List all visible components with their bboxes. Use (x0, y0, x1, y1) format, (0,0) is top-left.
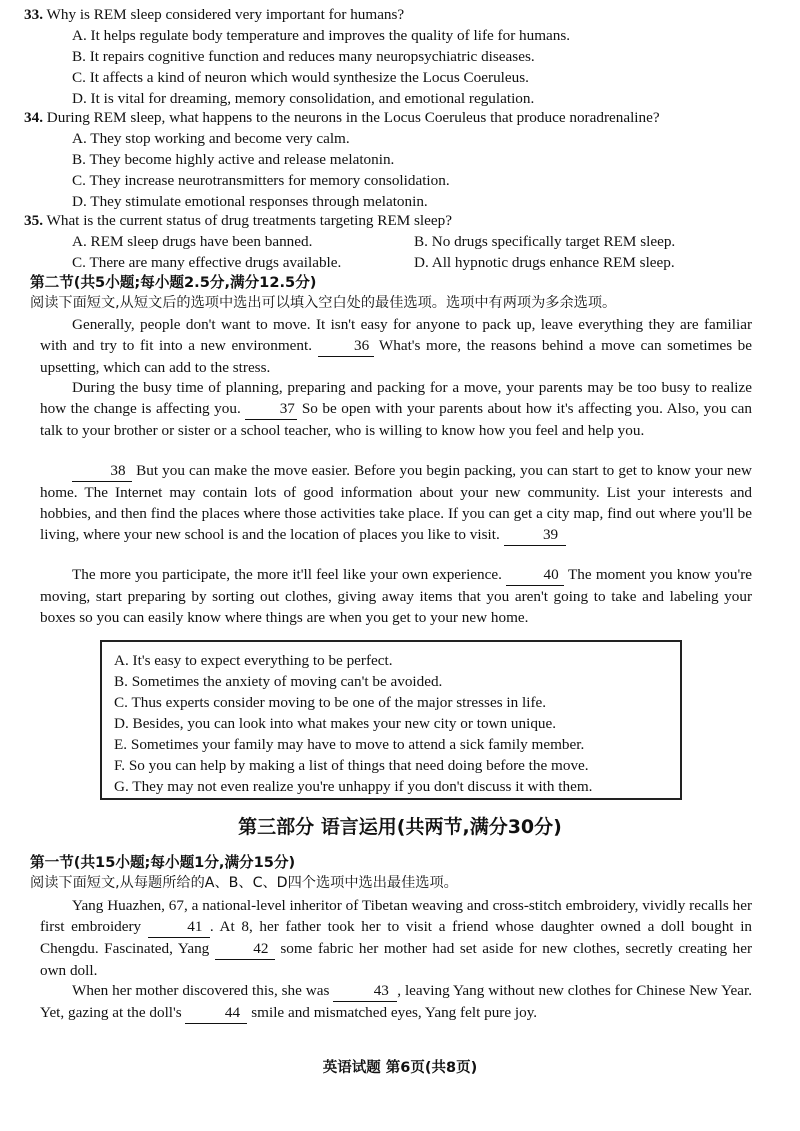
section-heading: 第一节(共15小题;每小题1分,满分15分) (30, 854, 296, 871)
question-number: 34. (24, 109, 43, 126)
option-a: A. REM sleep drugs have been banned. (72, 233, 313, 250)
passage-paragraph-1 (40, 314, 752, 378)
question-stem (24, 210, 784, 231)
blank-42[interactable]: 42 (215, 938, 275, 960)
choice-b: B. Sometimes the anxiety of moving can't be avoided. (114, 673, 443, 690)
question-34 (24, 107, 784, 212)
section-instruction: 阅读下面短文,从每题所给的A、B、C、D四个选项中选出最佳选项。 (30, 875, 458, 891)
blank-38[interactable]: 38 (72, 460, 132, 482)
text-line: some fabric her mother had set aside for (280, 940, 537, 957)
blank-36[interactable]: 36 (318, 335, 374, 357)
blank-39[interactable]: 39 (504, 524, 566, 546)
passage-paragraph-3 (40, 460, 752, 546)
text-line: take and labeling your boxes so you can easily know where things are when you get to your new home. (40, 588, 753, 626)
blank-41[interactable]: 41 (148, 916, 210, 938)
blank-44[interactable]: 44 (185, 1002, 247, 1024)
question-number: 33. (24, 6, 43, 23)
passage-paragraph-2 (40, 377, 752, 441)
text-line: The moment you (568, 566, 673, 583)
text-line: The more you participate, the more it'll feel like your own experience. (72, 566, 502, 583)
text-line: Yang Huazhen, 67, a national-level inheritor of Tibetan weaving and cross-stitch embroidery, (72, 897, 639, 914)
text-line: When her mother discovered this, she was (72, 982, 330, 999)
choice-a: A. It's easy to expect everything to be perfect. (114, 652, 393, 669)
text-line: So be open with your parents about how it's (301, 400, 574, 417)
choice-e: E. Sometimes your family may have to move to attend a sick family member. (114, 736, 585, 753)
question-text: During REM sleep, what happens to the neurons in the Locus Coeruleus that produce noradrenaline? (46, 109, 660, 126)
section-instruction: 阅读下面短文,从短文后的选项中选出可以填入空白处的最佳选项。选项中有两项为多余选项。 (30, 295, 617, 311)
blank-37[interactable]: 37 (245, 398, 297, 420)
choice-d: D. Besides, you can look into what makes your new city or town unique. (114, 715, 557, 732)
choice-f: F. So you can help by making a list of things that need doing before the move. (114, 757, 589, 774)
text-line: What's more, the reasons behind a (378, 337, 596, 354)
option-d: D. All hypnotic drugs enhance REM sleep. (414, 254, 675, 271)
choices-box (100, 640, 682, 800)
question-33 (24, 4, 784, 109)
text-line: you like to visit. (401, 526, 500, 543)
option-a: A. It helps regulate body temperature and improves the quality of life for humans. (72, 27, 571, 44)
text-line: busy to realize how the change is affecting you. (40, 379, 753, 417)
option-c: C. It affects a kind of neuron which would synthesize the Locus Coeruleus. (72, 69, 529, 86)
choice-c: C. Thus experts consider moving to be one of the major stresses in life. (114, 694, 547, 711)
text-line: . At 8, her father took her to visit a friend whose daughter (209, 918, 594, 935)
passage-paragraph-4 (40, 564, 752, 628)
text-line: Generally, people don't want to move. It isn't easy for anyone to pack up, leave everything they (72, 316, 675, 333)
text-line: , leaving Yang without new clothes for (397, 982, 633, 999)
option-c: C. They increase neurotransmitters for memory consolidation. (72, 172, 450, 189)
question-text: Why is REM sleep considered very important for humans? (46, 6, 405, 23)
text-line: know you're moving, start preparing by sorting out clothes, giving away items that you aren't going to (40, 566, 752, 605)
question-stem (24, 4, 784, 25)
text-line: affecting you. Also, you can talk to your brother or sister or a school teacher, who is willing to know (40, 400, 753, 439)
text-line: During the busy time of planning, preparing and packing for a move, your parents may be too (72, 379, 657, 396)
question-number: 35. (24, 212, 43, 229)
text-line: Chinese New Year. Yet, gazing at the doll's (40, 982, 753, 1021)
option-c: C. There are many effective drugs available. (72, 254, 342, 271)
text-line: new clothes, secretly creating her own doll. (40, 940, 753, 979)
options-row-1 (24, 231, 784, 252)
option-b: B. They become highly active and release melatonin. (72, 151, 395, 168)
text-line: owned a doll bought in Chengdu. Fascinated, Yang (40, 918, 753, 957)
options-row-2 (24, 252, 784, 273)
option-d: D. They stimulate emotional responses through melatonin. (72, 193, 428, 210)
choice-g: G. They may not even realize you're unhappy if you don't discuss it with them. (114, 778, 593, 795)
text-line: are familiar with and try to fit into a new environment. (40, 316, 753, 354)
page-footer: 英语试题 第6页(共8页) (322, 1060, 478, 1076)
option-a: A. They stop working and become very calm. (72, 130, 350, 147)
text-line: smile and mismatched eyes, Yang felt pure joy. (251, 1004, 538, 1021)
text-line: get a city map, find out where you'll be living, where your new school is and the location of places (40, 505, 753, 543)
part-title: 第三部分 语言运用(共两节,满分30分) (238, 816, 562, 838)
text-line: vividly recalls her first embroidery (40, 897, 753, 935)
option-b: B. It repairs cognitive function and reduces many neuropsychiatric diseases. (72, 48, 535, 65)
text-line: List your interests and hobbies, and then find the places where those activities take place. If you can (40, 484, 753, 522)
question-text: What is the current status of drug treatments targeting REM sleep? (46, 212, 452, 229)
text-line: know your new home. The Internet may contain lots of good information about your new community. (40, 462, 752, 501)
passage3-paragraph-1 (40, 895, 752, 981)
text-line: But you can make the move easier. Before you begin packing, you can start to get to (136, 462, 653, 479)
question-stem (24, 107, 784, 128)
blank-43[interactable]: 43 (333, 980, 397, 1002)
section-heading: 第二节(共5小题;每小题2.5分,满分12.5分) (30, 274, 317, 291)
passage3-paragraph-2 (40, 980, 752, 1024)
option-d: D. It is vital for dreaming, memory consolidation, and emotional regulation. (72, 90, 535, 107)
question-35 (24, 210, 784, 273)
text-line: move can sometimes be upsetting, which can add to the stress. (40, 337, 753, 376)
blank-40[interactable]: 40 (506, 564, 564, 586)
text-line: how you feel and help you. (478, 422, 645, 439)
option-b: B. No drugs specifically target REM sleep. (414, 233, 676, 250)
